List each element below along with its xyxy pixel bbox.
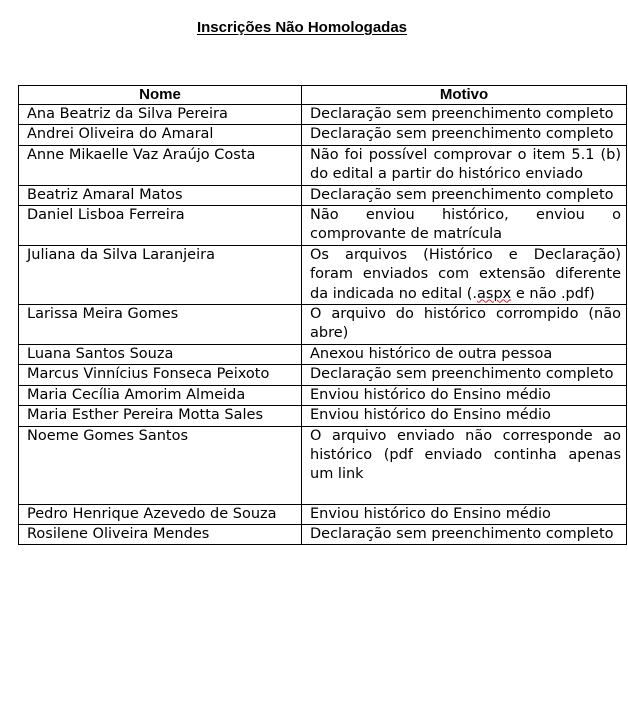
cell-nome: Beatriz Amaral Matos [19, 185, 302, 205]
cell-motivo: Declaração sem preenchimento completo [302, 125, 627, 145]
cell-nome: Maria Cecília Amorim Almeida [19, 385, 302, 405]
table-row [19, 524, 627, 544]
cell-nome: Luana Santos Souza [19, 344, 302, 364]
table-row [19, 206, 627, 246]
header-motivo: Motivo [302, 86, 627, 105]
motivo-text: e não .pdf) [511, 285, 595, 302]
table-row [19, 344, 627, 364]
cell-nome: Anne Mikaelle Vaz Araújo Costa [19, 145, 302, 185]
table-row [19, 365, 627, 385]
table-row [19, 145, 627, 185]
cell-nome: Pedro Henrique Azevedo de Souza [19, 504, 302, 524]
cell-motivo: O arquivo enviado não corresponde ao histórico (pdf enviado continha apenas um link [302, 426, 627, 504]
motivo-text: Os arquivos (Histórico e Declaração) foram enviados com extensão diferente da indicada no edital (. [310, 246, 621, 302]
cell-motivo: Declaração sem preenchimento completo [302, 185, 627, 205]
cell-nome: Maria Esther Pereira Motta Sales [19, 406, 302, 426]
table-row [19, 185, 627, 205]
table-row [19, 245, 627, 304]
cell-motivo: Declaração sem preenchimento completo [302, 365, 627, 385]
cell-nome: Noeme Gomes Santos [19, 426, 302, 504]
cell-motivo: Enviou histórico do Ensino médio [302, 385, 627, 405]
cell-motivo: Enviou histórico do Ensino médio [302, 504, 627, 524]
page-title: Inscrições Não Homologadas [196, 19, 408, 36]
cell-motivo: Declaração sem preenchimento completo [302, 524, 627, 544]
table-row [19, 426, 627, 504]
cell-nome: Andrei Oliveira do Amaral [19, 125, 302, 145]
table-row [19, 105, 627, 125]
inscricoes-table [18, 85, 627, 545]
cell-nome: Marcus Vinnícius Fonseca Peixoto [19, 365, 302, 385]
table-header-row [19, 86, 627, 105]
cell-motivo: Declaração sem preenchimento completo [302, 105, 627, 125]
cell-motivo: Anexou histórico de outra pessoa [302, 344, 627, 364]
cell-motivo: Enviou histórico do Ensino médio [302, 406, 627, 426]
header-nome: Nome [19, 86, 302, 105]
cell-motivo: O arquivo do histórico corrompido (não abre) [302, 305, 627, 345]
cell-motivo: Não enviou histórico, enviou o comprovante de matrícula [302, 206, 627, 246]
cell-motivo [302, 245, 627, 304]
cell-motivo: Não foi possível comprovar o item 5.1 (b) do edital a partir do histórico enviado [302, 145, 627, 185]
spellcheck-marked-word: aspx [477, 285, 512, 302]
cell-nome: Larissa Meira Gomes [19, 305, 302, 345]
table-row [19, 504, 627, 524]
table-row [19, 305, 627, 345]
table-row [19, 406, 627, 426]
table-row [19, 385, 627, 405]
cell-nome: Ana Beatriz da Silva Pereira [19, 105, 302, 125]
cell-nome: Rosilene Oliveira Mendes [19, 524, 302, 544]
cell-nome: Daniel Lisboa Ferreira [19, 206, 302, 246]
cell-nome: Juliana da Silva Laranjeira [19, 245, 302, 304]
table-row [19, 125, 627, 145]
